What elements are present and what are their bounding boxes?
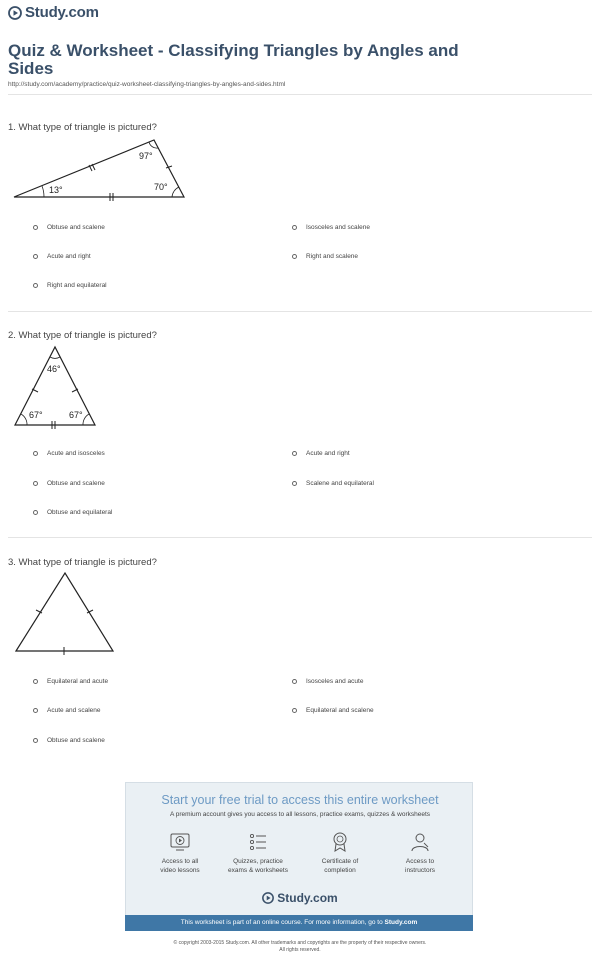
promo-logo [126,891,474,905]
video-lesson-icon [169,831,191,853]
promo-info-bar [125,915,473,931]
feature-instructors [380,831,460,875]
answer-option[interactable] [292,450,350,457]
answer-option[interactable] [292,678,363,685]
radio-button[interactable] [33,738,38,743]
promo-logo-text: Study.com [277,891,338,905]
answer-option[interactable] [33,450,105,457]
question-2-triangle-figure [8,342,104,432]
answer-option[interactable] [292,707,374,714]
question-1-text: 1. What type of triangle is pictured? [8,122,157,133]
option-label: Acute and right [306,450,350,457]
page-title: Quiz & Worksheet - Classifying Triangles by Angles and Sides [8,41,459,78]
feature-video-lessons [140,831,220,875]
option-label: Equilateral and acute [47,678,109,685]
play-logo-icon [262,892,274,904]
promo-title[interactable]: Start your free trial to access this entire worksheet [161,793,439,807]
feature-line: video lessons [160,867,200,874]
question-1-triangle-figure [8,134,190,204]
certificate-icon [329,831,351,853]
answer-option[interactable] [33,707,100,714]
option-label: Isosceles and acute [306,678,364,685]
logo-text: Study.com [25,4,99,21]
angle-label: 67° [69,410,83,420]
promo-subtitle: A premium account gives you access to all lessons, practice exams, quizzes & worksheets [169,811,431,818]
radio-button[interactable] [33,481,38,486]
angle-label: 97° [139,151,153,161]
radio-button[interactable] [33,254,38,259]
option-label: Acute and right [47,253,91,260]
divider [8,311,592,312]
rights-text: All rights reserved. [279,947,321,953]
feature-line: exams & worksheets [228,867,288,874]
angle-label: 67° [29,410,43,420]
radio-button[interactable] [33,451,38,456]
page-url: http://study.com/academy/practice/quiz-worksheet-classifying-triangles-by-angles-and-sides.html [8,81,286,88]
free-trial-promo [125,782,473,930]
radio-button[interactable] [33,225,38,230]
feature-certificate [300,831,380,875]
radio-button[interactable] [33,283,38,288]
feature-line: Certificate of [321,858,359,865]
option-label: Obtuse and scalene [47,737,105,744]
play-logo-icon [8,6,22,20]
question-2-text: 2. What type of triangle is pictured? [8,330,157,341]
answer-option[interactable] [292,253,358,260]
answer-option[interactable] [292,480,374,487]
radio-button[interactable] [292,679,297,684]
option-label: Obtuse and equilateral [47,509,113,516]
feature-line: completion [324,867,356,874]
option-label: Scalene and equilateral [306,480,374,487]
option-label: Right and equilateral [47,282,107,289]
option-label: Equilateral and scalene [306,707,374,714]
radio-button[interactable] [292,254,297,259]
copyright-footer [0,940,600,954]
answer-option[interactable] [33,224,105,231]
answer-option[interactable] [33,480,105,487]
study-logo[interactable] [8,4,99,21]
answer-option[interactable] [33,253,91,260]
answer-option[interactable] [33,678,108,685]
option-label: Acute and isosceles [47,450,105,457]
option-label: Isosceles and scalene [306,224,370,231]
answer-option[interactable] [33,509,112,516]
feature-line: Quizzes, practice [233,858,283,865]
option-label: Right and scalene [306,253,359,260]
option-label: Obtuse and scalene [47,224,105,231]
option-label: Obtuse and scalene [47,480,105,487]
promo-bar-text: This worksheet is part of an online course. For more information, go to [180,919,385,926]
radio-button[interactable] [292,451,297,456]
feature-line: Access to [405,858,435,865]
answer-option[interactable] [33,282,107,289]
question-3-text: 3. What type of triangle is pictured? [8,557,157,568]
worksheet-list-icon [247,831,269,853]
question-3-triangle-figure [8,568,118,658]
feature-worksheets [218,831,298,875]
instructor-icon [409,831,431,853]
radio-button[interactable] [33,708,38,713]
radio-button[interactable] [33,679,38,684]
angle-label: 13° [49,185,63,195]
answer-option[interactable] [292,224,370,231]
study-com-link[interactable]: Study.com [384,919,418,926]
option-label: Acute and scalene [47,707,101,714]
feature-line: instructors [405,867,435,874]
answer-option[interactable] [33,737,105,744]
radio-button[interactable] [33,510,38,515]
angle-label: 46° [47,364,61,374]
divider [8,537,592,538]
radio-button[interactable] [292,225,297,230]
feature-line: Access to all [161,858,199,865]
divider [8,94,592,95]
radio-button[interactable] [292,708,297,713]
angle-label: 70° [154,182,168,192]
copyright-text: © copyright 2003-2015 Study.com. All other trademarks and copyrights are the property of their respective owners. [173,940,427,946]
radio-button[interactable] [292,481,297,486]
